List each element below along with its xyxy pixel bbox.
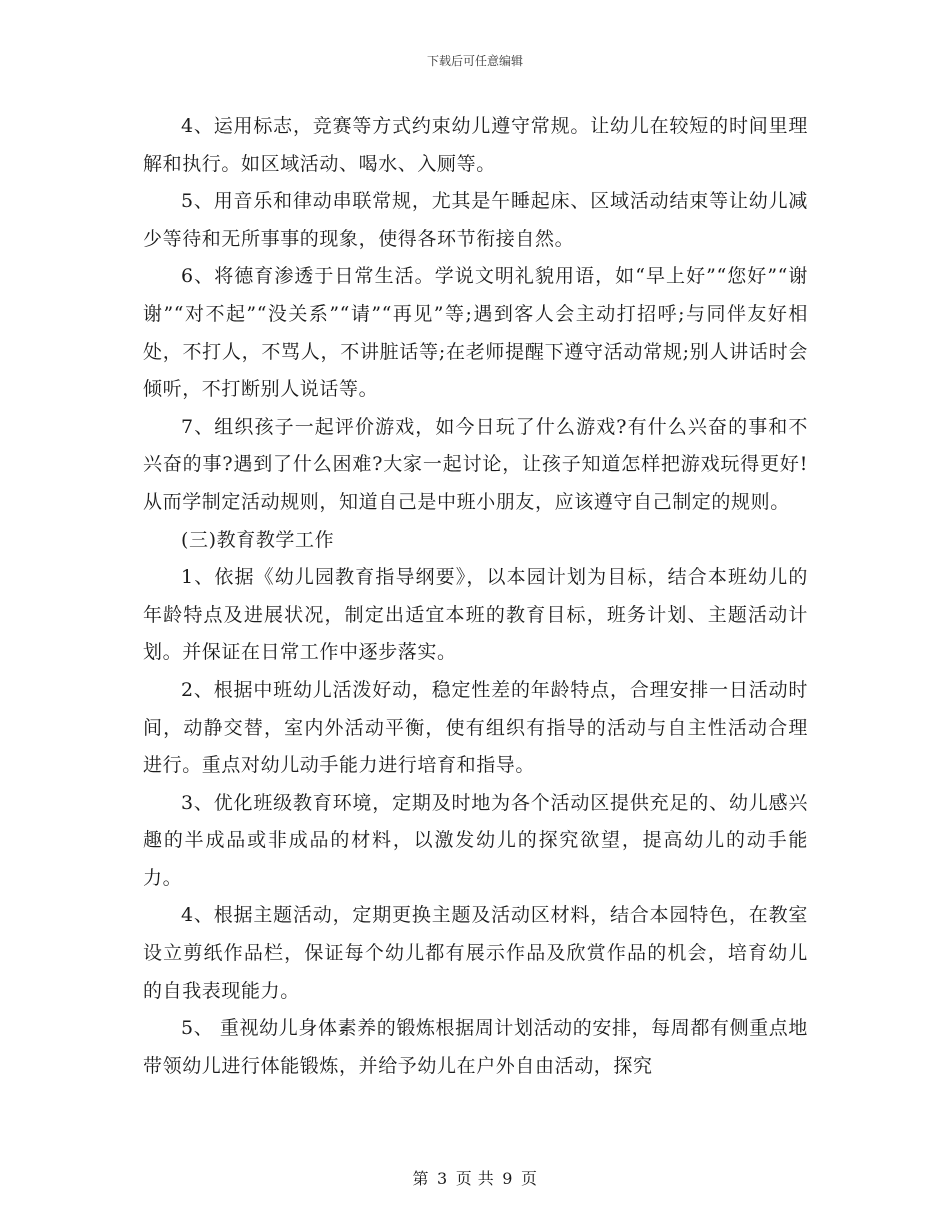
page-number-footer: [0, 1166, 950, 1189]
footer-current-page: 3: [437, 1169, 448, 1188]
paragraph-teaching-3: 3、优化班级教育环境，定期及时地为各个活动区提供充足的、幼儿感兴趣的半成品或非成品的材料，以激发幼儿的探究欲望，提高幼儿的动手能力。: [143, 791, 808, 889]
paragraph-routine-4: 4、运用标志，竞赛等方式约束幼儿遵守常规。让幼儿在较短的时间里理解和执行。如区域活动、喝水、入厕等。: [143, 115, 808, 175]
page-header-note: 下载后可任意编辑: [426, 54, 523, 68]
paragraph-teaching-4: 4、根据主题活动，定期更换主题及活动区材料，结合本园特色，在教室设立剪纸作品栏，保证每个幼儿都有展示作品及欣赏作品的机会，培育幼儿的自我表现能力。: [143, 904, 808, 1002]
section-heading-teaching: (三)教育教学工作: [181, 528, 335, 551]
paragraph-teaching-2: 2、根据中班幼儿活泼好动，稳定性差的年龄特点，合理安排一日活动时间，动静交替，室内外活动平衡，使有组织有指导的活动与自主性活动合理进行。重点对幼儿动手能力进行培育和指导。: [143, 678, 808, 777]
paragraph-teaching-5: 5、 重视幼儿身体素养的锻炼根据周计划活动的安排，每周都有侧重点地带领幼儿进行体能锻炼，并给予幼儿在户外自由活动，探究: [143, 1017, 808, 1077]
paragraph-teaching-1: 1、依据《幼儿园教育指导纲要》，以本园计划为目标，结合本班幼儿的年龄特点及进展状况，制定出适宜本班的教育目标，班务计划、主题活动计划。并保证在日常工作中逐步落实。: [143, 566, 808, 664]
footer-total-pages: 9: [502, 1169, 513, 1188]
paragraph-routine-6: 6、将德育渗透于日常生活。学说文明礼貌用语，如“早上好”“您好”“谢谢”“对不起”“没关系”“请”“再见”等;遇到客人会主动打招呼;与同伴友好相处，不打人，不骂人，不讲脏话等;在老师提醒下遵守活动常规;别人讲话时会倾听，不打断别人说话等。: [143, 265, 808, 401]
document-body: [143, 108, 808, 1085]
footer-middle: 页 共: [455, 1169, 495, 1188]
footer-suffix: 页: [520, 1169, 538, 1188]
paragraph-routine-5: 5、用音乐和律动串联常规，尤其是午睡起床、区域活动结束等让幼儿减少等待和无所事事的现象，使得各环节衔接自然。: [143, 190, 808, 250]
footer-prefix: 第: [412, 1169, 430, 1188]
paragraph-routine-7: 7、组织孩子一起评价游戏，如今日玩了什么游戏?有什么兴奋的事和不兴奋的事?遇到了什么困难?大家一起讨论，让孩子知道怎样把游戏玩得更好!从而学制定活动规则，知道自己是中班小朋友，应该遵守自己制定的规则。: [143, 415, 808, 513]
